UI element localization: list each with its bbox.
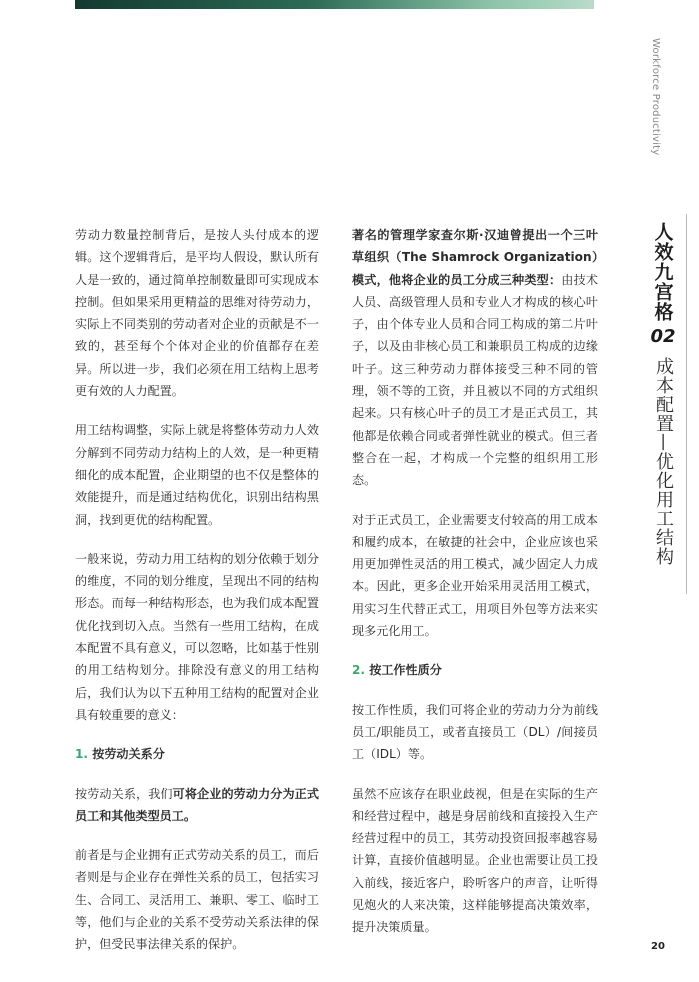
- chapter-title: 人效九宫格: [651, 222, 674, 322]
- paragraph: 对于正式员工，企业需要支付较高的用工成本和履约成本，在敏捷的社会中，企业应该也采用更加弹性灵活的用工模式，减少固定人力成本。因此，更多企业开始采用灵活用工模式，用实习生代替正式工，用项目外包等方法来实现多元化用工。: [352, 512, 598, 639]
- heading-text: 按劳动关系分: [92, 747, 165, 762]
- left-column: [75, 224, 319, 973]
- paragraph: 用工结构调整，实际上就是将整体劳动力人效分解到不同劳动力结构上的人效，是一种更精细化的成本配置，企业期望的也不仅是整体的效能提升，而是通过结构优化，识别出结构黑洞，找到更优的结构配置。: [75, 423, 319, 527]
- chapter-number: 02: [650, 326, 676, 347]
- paragraph: 劳动力数量控制背后，是按人头付成本的逻辑。这个逻辑背后，是平均人假设，默认所有人是一致的，通过简单控制数量即可实现成本控制。但如果采用更精益的思维对待劳动力，实际上不同类别的劳动者对企业的贡献是不一致的，甚至每个个体对企业的价值都存在差异。所以进一步，我们必须在用工结构上思考更有效的人力配置。: [75, 228, 319, 399]
- paragraph: 一般来说，劳动力用工结构的划分依赖于划分的维度，不同的划分维度，呈现出不同的结构形态。而每一种结构形态，也为我们成本配置优化找到切入点。当然有一些用工结构，在成本配置不具有意义，可以忽略，比如基于性别的用工结构划分。排除没有意义的用工结构后，我们认为以下五种用工结构的配置对企业具有较重要的意义：: [75, 551, 319, 722]
- chapter-subtitle: 成本配置—优化用工结构: [653, 357, 674, 566]
- chapter-heading: [646, 222, 680, 566]
- heading-number: 2.: [352, 663, 366, 678]
- paragraph: [75, 783, 319, 828]
- paragraph: 前者是与企业拥有正式劳动关系的员工，而后者则是与企业存在弹性关系的员工，包括实习生、合同工、灵活用工、兼职、零工、临时工等，他们与企业的关系不受劳动关系法律的保护，但受民事法律关系的保护。: [75, 848, 319, 952]
- paragraph-emphasis: 著名的管理学家查尔斯·汉迪曾提出一个三叶草组织（The Shamrock Organization）模式，他将企业的员工分成三种类型：: [352, 228, 598, 287]
- paragraph: 按工作性质，我们可将企业的劳动力分为前线员工/职能员工，或者直接员工（DL）/间接员工（IDL）等。: [352, 702, 598, 762]
- section-side-label: Workforce Productivity: [650, 38, 661, 156]
- paragraph-lead: 按劳动关系，我们: [75, 786, 173, 801]
- heading-text: 按工作性质分: [369, 663, 442, 678]
- page-number: 20: [651, 941, 665, 952]
- paragraph: [352, 224, 598, 492]
- header-accent-bar: [75, 0, 594, 9]
- chapter-divider-line: [686, 214, 687, 594]
- paragraph-emphasis: 可将企业的劳动力分为正式员工和其他类型员工。: [75, 786, 319, 823]
- paragraph-body: 由技术人员、高级管理人员和专业人才构成的核心叶子，由个体专业人员和合同工构成的第二片叶子，以及由非核心员工和兼职员工构成的边缘叶子。这三种劳动力群体接受三种不同的管理，领不等的工资，并且被以不同的方式组织起来。只有核心叶子的员工才是正式员工，其他都是依赖合同或者弹性就业的模式。但三者整合在一起，才构成一个完整的组织用工形态。: [352, 272, 598, 488]
- heading-number: 1.: [75, 747, 89, 762]
- section-heading-labor-relation: [75, 743, 319, 765]
- right-column: [352, 224, 598, 956]
- paragraph: 虽然不应该存在职业歧视，但是在实际的生产和经营过程中，越是身居前线和直接投入生产经营过程中的员工，其劳动投资回报率越容易计算，直接价值越明显。企业也需要让员工投入前线，接近客户，聆听客户的声音，让听得见炮火的人来决策，这样能够提高决策效率，提升决策质量。: [352, 786, 598, 935]
- section-heading-work-nature: [352, 659, 598, 681]
